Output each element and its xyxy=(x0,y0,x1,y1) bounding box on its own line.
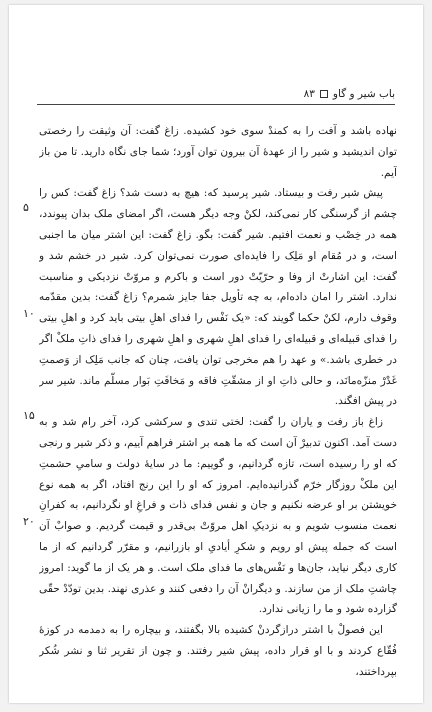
square-ornament-icon xyxy=(320,90,328,98)
paragraph-4: این فصولْ با اشتر درازگردنْ کشیده بالا بگفتند، و بیچاره را به دمدمه در کوزهٔ فُقّاع کردند و با او قرار داده، پیش شیر رفتند. و چون از تقریر ثنا و نشر شُکر بپرداختند، xyxy=(39,624,397,678)
header-rule xyxy=(37,104,395,105)
book-page xyxy=(9,5,423,703)
page-number: ۸۳ xyxy=(303,88,315,100)
running-title xyxy=(304,88,395,100)
paragraph-3: زاغ باز رفت و یاران را گفت: لختی تندی و سرکشی کرد، آخر رام شد و به دست آمد. اکنون تدبیرْ آن است که ما همه بر اشتر فراهم آییم، و ذکر شیر و رنجی که او را رسیده است، تازه گردانیم، و گوییم: ما در سایهٔ دولت و سامیِ حشمتِ این ملکْ روزگار خرّم گذرانیده‌ایم. امروز که او را این رنج افتاد، اگر به همه نوع خویشتن بر او عرضه نکنیم و جان و نفس فدای ذات و فراغِ او نگردانیم، به کفرانِ نعمت منسوب شویم و به نزدیکِ اهل مروّتْ بی‌قدر و قیمت گردیم. و صوابْ آن است که جمله پیش او رویم و شکرِ أیادیِ او بازرانیم، و مقرّر گردانیم که از ما کاری دیگر نیاید، جان‌ها و نَفْس‌های ما فدای ملک است. و هر یک از ما گوید: امروز چاشتِ ملک از من سازند. و دیگرانْ آن را دفعی کنند و عذری نهند. بدین تودّدْ حقّی گزارده شود و ما را زیانی ندارد. xyxy=(39,416,397,616)
chapter-title: باب شیر و گاو xyxy=(332,88,395,100)
line-number-5: ۵ xyxy=(23,201,29,214)
body-text xyxy=(39,121,397,681)
paragraph-1: نهاده باشد و آفت را به کمندْ سوی خود کشیده. زاغ گفت: آن وثیقت را رخصتی توان اندیشید و شیر را از عهدهٔ آن بیرون توان آورد؛ شما جای نگاه دارید. تا من باز آیم. xyxy=(39,125,397,179)
line-number-20: ۲۰ xyxy=(23,515,35,528)
line-number-15: ۱۵ xyxy=(23,409,35,422)
paragraph-2: پیش شیر رفت و بیستاد. شیر پرسید که: هیچ به دست شد؟ زاغ گفت: کس را چشم از گرسنگی کار نمی‌کند، لکنْ وجه دیگر هست، اگر امضای ملک بدان پیوندد، همه در خِصْب و نعمت افتیم. شیر گفت: بگو. زاغ گفت: این اشتر میان ما اجنبی است، و در مُقام او مَلِک را فایده‌ای صورت نمی‌توان کرد. شیر در خشم شد و گفت: این اشارتْ از وفا و حرّیّتْ دور است و باکرم و مروّتْ نزدیکی و مناسبت ندارد. اشتر را امان داده‌ام، به چه تأویل جفا جایز شمرم؟ زاغ گفت: بدین مقدّمه وقوف دارم، لکنْ حکما گویند که: «یک نَفْس را فدای اهلِ بیتی باید کرد و اهلِ بیتی را فدای قبیله‌ای و قبیله‌ای را فدای اهلِ شهری و اهلِ شهری را فدای ذاتِ ملکْ اگر در خطری باشد.» و عهد را هم مخرجی توان یافت، چنان که جانب مَلِک از وَصمتِ غَدْرْ منزّه‌مانَد، و حالی ذاتِ او از مشقّتِ فاقه و مَخافَتِ بَوار مسلّم ماند. شیر سر در پیش افگند. xyxy=(39,187,397,408)
line-number-10: ۱۰ xyxy=(23,307,35,320)
